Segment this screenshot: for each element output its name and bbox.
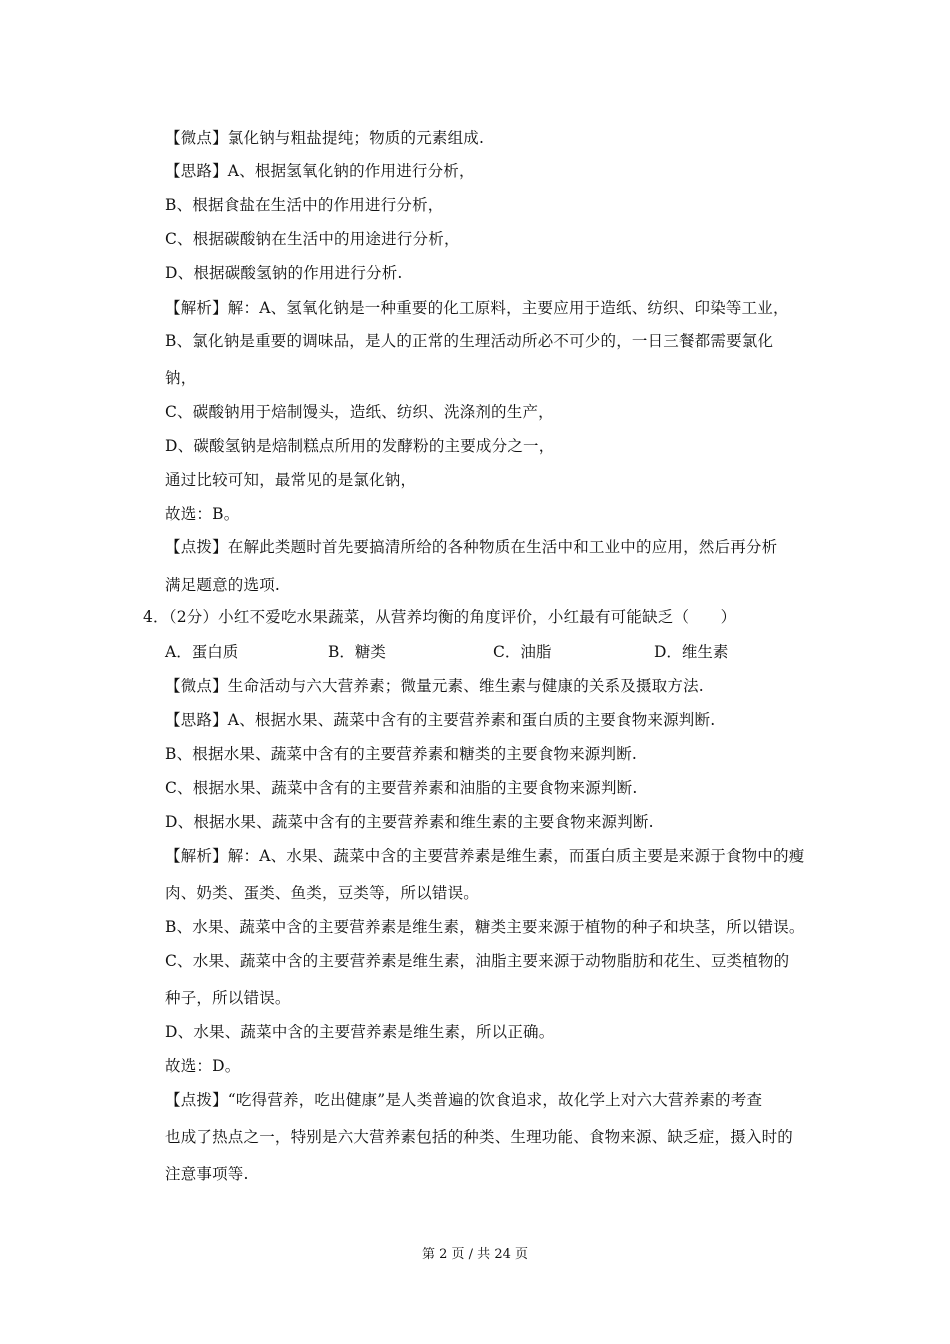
q4-dianbo-line: 注意事项等. [165, 1165, 249, 1183]
q4-silu-line: C、根据水果、蔬菜中含有的主要营养素和油脂的主要食物来源判断. [165, 779, 638, 797]
page-footer: 第 2 页 / 共 24 页 [422, 1247, 528, 1262]
q4-silu-line: B、根据水果、蔬菜中含有的主要营养素和糖类的主要食物来源判断. [165, 745, 638, 763]
q4-weidian: 【微点】生命活动与六大营养素；微量元素、维生素与健康的关系及摄取方法. [165, 677, 704, 695]
q4-jiexi-line: B、水果、蔬菜中含的主要营养素是维生素，糖类主要来源于植物的种子和块茎，所以错误。 [165, 918, 805, 936]
q4-jiexi-line: 【解析】解：A、水果、蔬菜中含的主要营养素是维生素，而蛋白质主要是来源于食物中的瘦 [165, 847, 805, 865]
q4-silu-line: D、根据水果、蔬菜中含有的主要营养素和维生素的主要食物来源判断. [165, 813, 654, 831]
q4-option-c: C．油脂 [493, 643, 552, 661]
q3-jiexi-line: 钠， [165, 369, 197, 387]
q4-jiexi-line: 故选：D。 [165, 1057, 241, 1075]
q4-option-b: B．糖类 [328, 643, 386, 661]
q4-dianbo-line: 也成了热点之一，特别是六大营养素包括的种类、生理功能、食物来源、缺乏症，摄入时的 [165, 1128, 794, 1146]
q3-silu-line: B、根据食盐在生活中的作用进行分析， [165, 196, 444, 214]
q3-dianbo-line: 【点拨】在解此类题时首先要搞清所给的各种物质在生活中和工业中的应用，然后再分析 [165, 538, 778, 556]
q4-jiexi-line: D、水果、蔬菜中含的主要营养素是维生素，所以正确。 [165, 1023, 555, 1041]
q3-silu-line: D、根据碳酸氢钠的作用进行分析. [165, 264, 403, 282]
q4-jiexi-line: 种子，所以错误。 [165, 989, 291, 1007]
q4-stem: 4．（2分）小红不爱吃水果蔬菜，从营养均衡的角度评价，小红最有可能缺乏（ ） [143, 608, 737, 626]
q4-silu-line: 【思路】A、根据水果、蔬菜中含有的主要营养素和蛋白质的主要食物来源判断. [165, 711, 716, 729]
q4-option-a: A．蛋白质 [165, 643, 239, 661]
q3-silu-line: C、根据碳酸钠在生活中的用途进行分析， [165, 230, 460, 248]
q4-option-d: D．维生素 [654, 643, 729, 661]
q4-jiexi-line: C、水果、蔬菜中含的主要营养素是维生素，油脂主要来源于动物脂肪和花生、豆类植物的 [165, 952, 790, 970]
q3-dianbo-line: 满足题意的选项. [165, 576, 281, 594]
q3-weidian: 【微点】氯化钠与粗盐提纯；物质的元素组成. [165, 129, 485, 147]
q3-jiexi-line: 通过比较可知，最常见的是氯化钠， [165, 471, 417, 489]
q3-silu-line: 【思路】A、根据氢氧化钠的作用进行分析， [165, 162, 475, 180]
q4-jiexi-line: 肉、奶类、蛋类、鱼类，豆类等，所以错误。 [165, 884, 480, 902]
q4-dianbo-line: 【点拨】“吃得营养，吃出健康”是人类普遍的饮食追求，故化学上对六大营养素的考查 [165, 1091, 763, 1109]
q3-jiexi-line: D、碳酸氢钠是焙制糕点所用的发酵粉的主要成分之一， [165, 437, 555, 455]
q3-jiexi-line: 【解析】解：A、氢氧化钠是一种重要的化工原料，主要应用于造纸、纺织、印染等工业， [165, 299, 789, 317]
q3-jiexi-line: 故选：B。 [165, 505, 240, 523]
q3-jiexi-line: B、氯化钠是重要的调味品，是人的正常的生理活动所必不可少的，一日三餐都需要氯化 [165, 332, 774, 350]
q3-jiexi-line: C、碳酸钠用于焙制馒头，造纸、纺织、洗涤剂的生产， [165, 403, 554, 421]
